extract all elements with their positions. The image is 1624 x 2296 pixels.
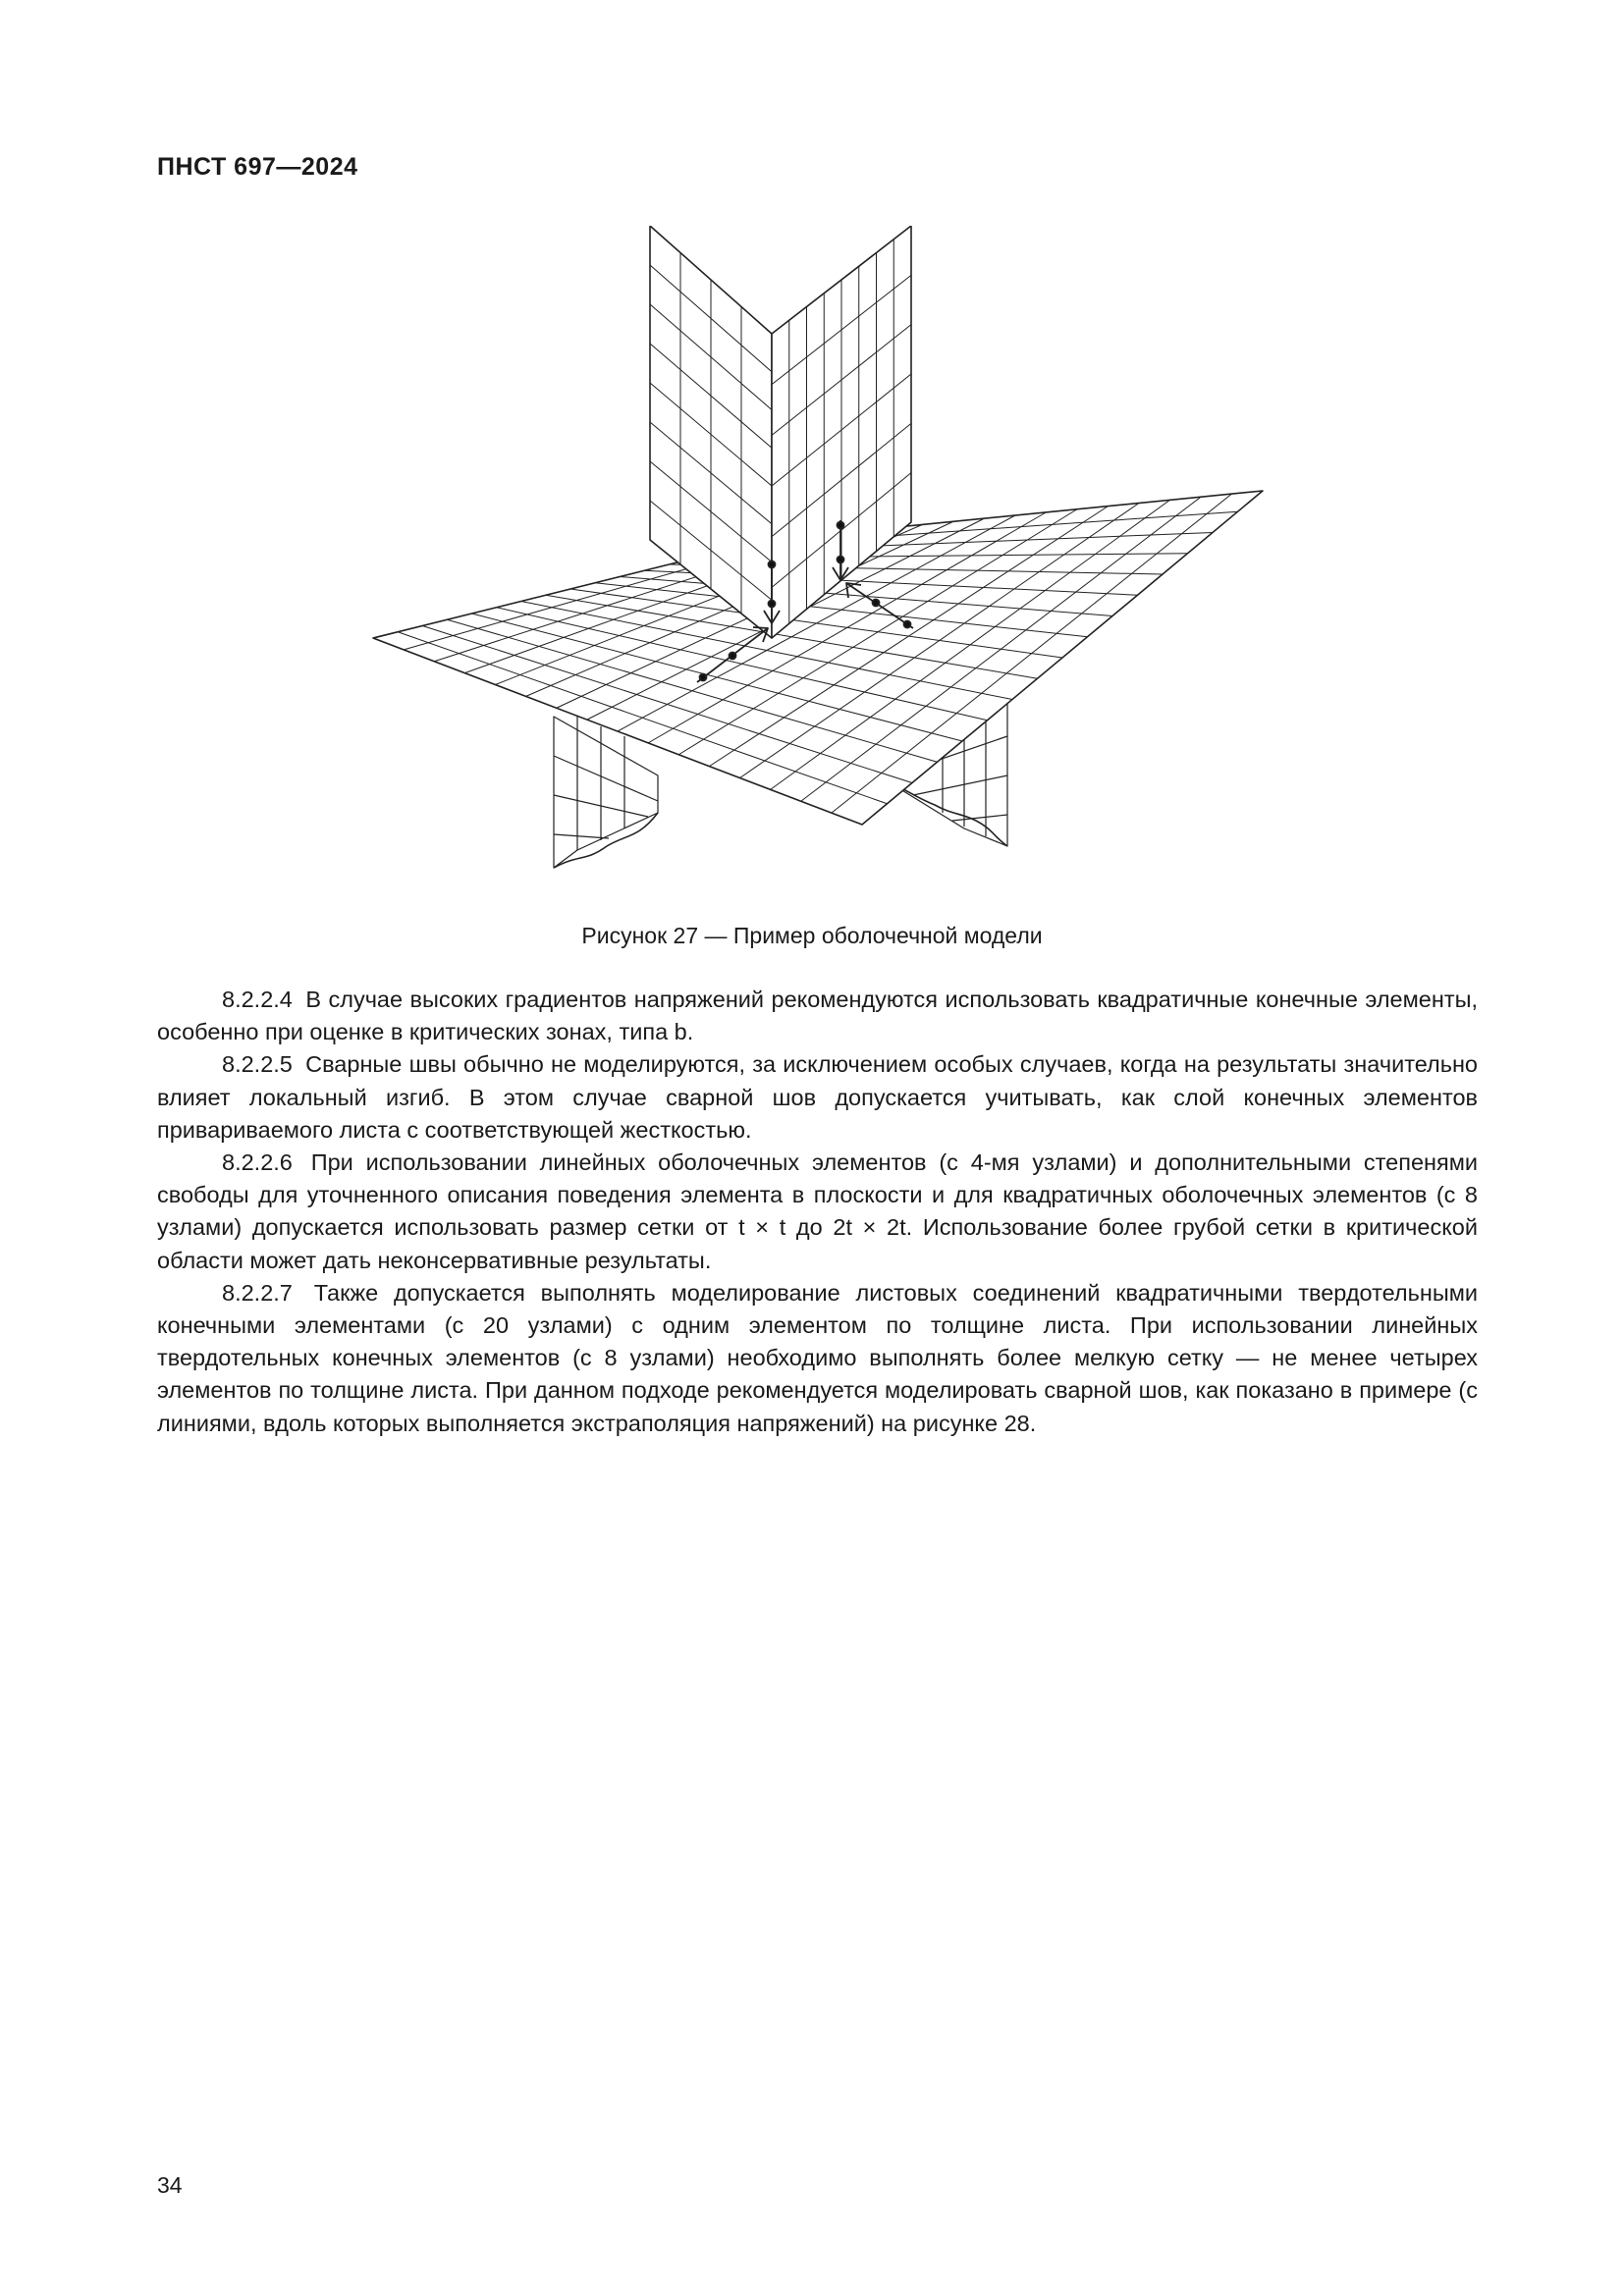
- paragraph-number: 8.2.2.6: [222, 1149, 293, 1176]
- paragraph-text: В случае высоких градиентов напряжений рекомендуются использовать квадратичные конечные элементы, особенно при оценке в критических зонах, типа b.: [157, 987, 1479, 1045]
- page-number: 34: [157, 2172, 183, 2198]
- paragraph-number: 8.2.2.7: [222, 1279, 293, 1306]
- paragraph-8-2-2-4: [157, 984, 1478, 1048]
- paragraph-number: 8.2.2.5: [222, 1051, 293, 1078]
- paragraph-number: 8.2.2.4: [222, 987, 293, 1012]
- paragraph-text: Также допускается выполнять моделирование листовых соединений квадратичными твердотельными конечными элементами (с 20 узлами) с одним элементом по толщине листа. При использовании линейных твердотельных конечных элементов (с 8 узлами) необходимо выполнять более мелкую сетку — не менее четырех элементов по толщине листа. При данном подходе рекомендуется моделировать сварной шов, как показано в примере (с линиями, вдоль которых выполняется экстраполяция напряжений) на рисунке 28.: [157, 1279, 1478, 1436]
- paragraph-text: При использовании линейных оболочечных элементов (с 4-мя узлами) и дополнительными степенями свободы для уточненного описания поведения элемента в плоскости и для квадратичных оболочечных элементов (с 8 узлами) допускается использовать размер сетки от t × t до 2t × 2t. Использование более грубой сетки в критической области может дать неконсервативные результаты.: [157, 1149, 1479, 1273]
- figure-27: [363, 226, 1267, 874]
- figure-caption: Рисунок 27 — Пример оболочечной модели: [581, 923, 1043, 948]
- paragraph-8-2-2-7: [157, 1277, 1478, 1440]
- document-code: ПНСТ 697—2024: [157, 153, 358, 181]
- body-text: [157, 984, 1478, 1440]
- paragraph-8-2-2-5: [157, 1048, 1478, 1147]
- paragraph-text: Сварные швы обычно не моделируются, за исключением особых случаев, когда на результаты значительно влияет локальный изгиб. В этом случае сварной шов допускается учитывать, как слой конечных элементов привариваемого листа с соответствующей жесткостью.: [157, 1051, 1478, 1143]
- paragraph-8-2-2-6: [157, 1147, 1478, 1277]
- shell-model-figure: [363, 226, 1267, 874]
